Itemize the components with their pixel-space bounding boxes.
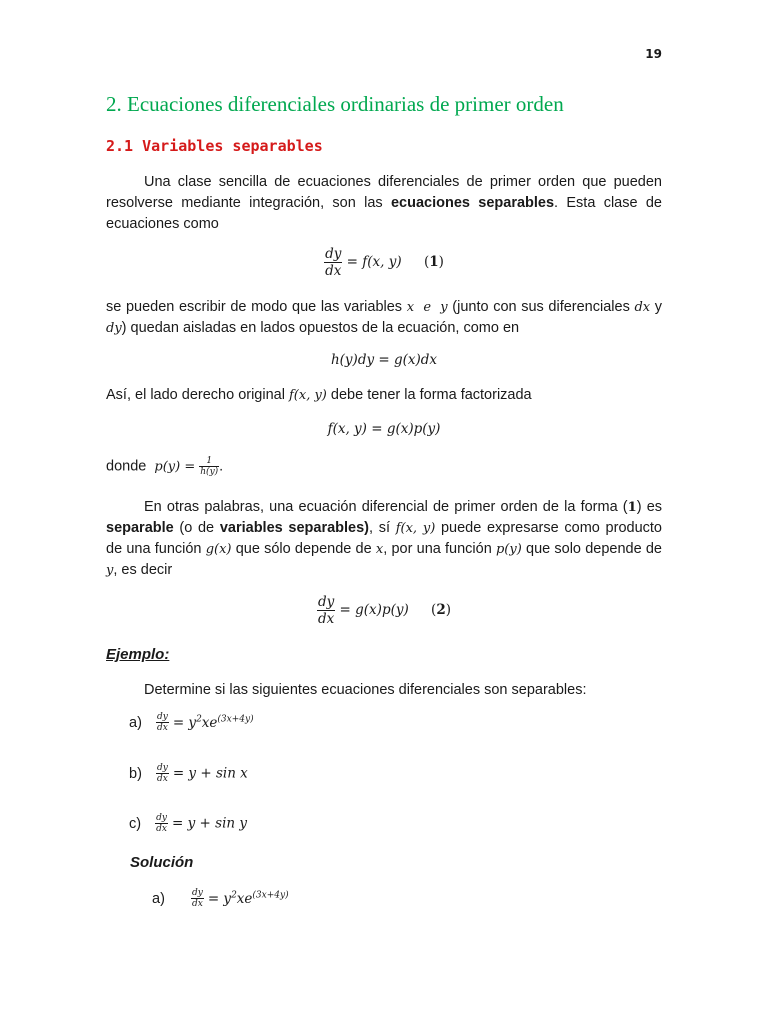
term-separable-variables: variables separables): [219, 520, 369, 536]
solution-item-a: a) $\frac{dy}{dx}$ = $y^2xe^{(3x+4y)}$: [152, 888, 289, 909]
equation-separated: h(y)dy = g(x)dx: [330, 352, 438, 368]
example-item-b: b) $\frac{dy}{dx}$ = y + sin x: [129, 763, 248, 784]
example-item-a: a) $\frac{dy}{dx}$ = $y^2xe^{(3x+4y)}$: [129, 712, 254, 733]
example-item-c: c) $\frac{dy}{dx}$ = y + sin y: [129, 813, 247, 834]
variables-paragraph: se pueden escribir de modo que las variables x e y (junto con sus diferenciales dx y dy) quedan aisladas en lados opuestos de la ecuación, como en: [106, 299, 663, 336]
equation-2: $\frac{dy}{dx}$ = g(x)p(y) (2): [317, 594, 452, 627]
definition-p: donde p(y) = $\frac{1}{h(y)}$ .: [106, 456, 224, 477]
solution-heading: Solución: [130, 854, 194, 871]
intro-paragraph: Una clase sencilla de ecuaciones diferenciales de primer orden que pueden resolverse mediante integración, son las ecuaciones separables. Esta clase de ecuaciones como: [106, 174, 662, 232]
chapter-title: 2. Ecuaciones diferenciales ordinarias de primer orden: [106, 92, 564, 116]
term-separable-equations: ecuaciones separables: [390, 195, 555, 211]
factorized-paragraph: Así, el lado derecho original f(x, y) debe tener la forma factorizada: [106, 387, 532, 403]
example-prompt: Determine si las siguientes ecuaciones diferenciales son separables:: [144, 682, 587, 698]
section-title: 2.1 Variables separables: [106, 137, 323, 155]
equation-1: $\frac{dy}{dx}$ = f(x, y) (1): [325, 246, 444, 279]
separable-definition-paragraph: En otras palabras, una ecuación diferencial de primer orden de la forma (1) es separable (o de variables separables), sí f(x, y) puede expresarse como producto de una función g(x) que sólo depende de x, por una función p(y) que solo depende de y, es decir: [106, 499, 663, 578]
example-heading: Ejemplo:: [106, 646, 170, 663]
page-number: 19: [645, 47, 662, 61]
equation-factorized: f(x, y) = g(x)p(y): [327, 421, 441, 437]
term-separable: separable: [106, 520, 174, 536]
